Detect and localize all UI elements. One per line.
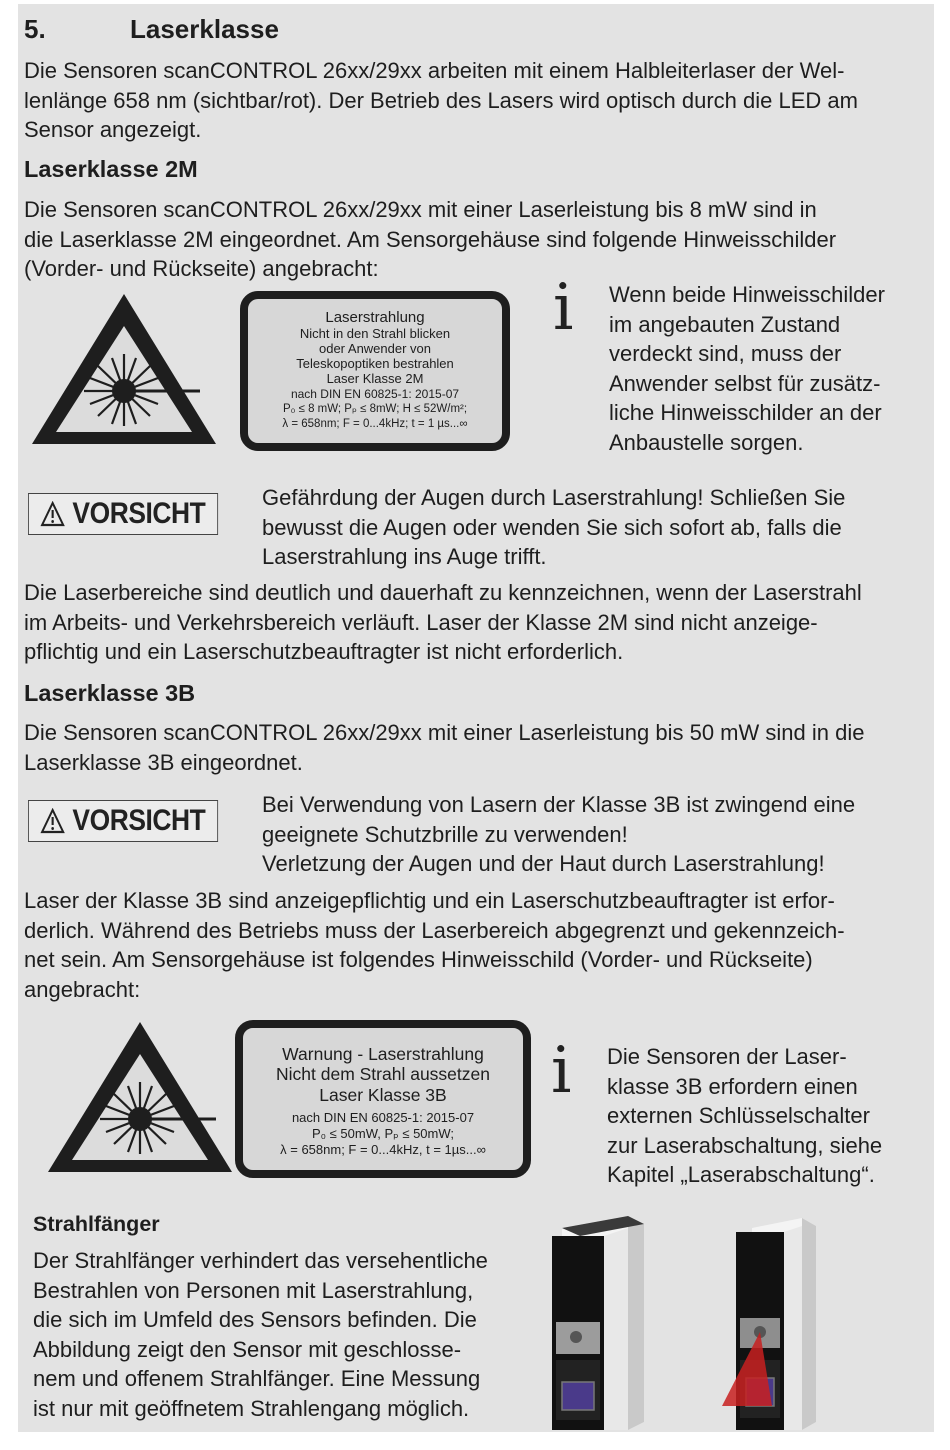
info-note-3b: Die Sensoren der Laser- klasse 3B erfordern einen externen Schlüsselschalter zur Laserabschaltung, siehe Kapitel „Laserabschaltung“. — [607, 1044, 883, 1187]
intro-paragraph: Die Sensoren scanCONTROL 26xx/29xx arbeiten mit einem Halbleiterlaser der Wel- lenlänge 658 nm (sichtbar/rot). Der Betrieb des Lasers wird optisch durch die LED am Sensor angezeigt. — [24, 58, 858, 142]
caution-label: VORSICHT — [72, 804, 206, 837]
section-title: Laserklasse — [130, 14, 279, 44]
label-3b-line: Warnung - Laserstrahlung — [282, 1044, 484, 1064]
sensor-open-beam-catcher-image — [718, 1210, 828, 1432]
label-2m-line: Nicht in den Strahl blicken — [299, 326, 451, 341]
section-number: 5. — [24, 14, 46, 44]
label-3b-line: λ = 658nm; F = 0...4kHz, t = 1µs...∞ — [280, 1142, 486, 1157]
heading-strahlfaenger: Strahlfänger — [33, 1212, 160, 1236]
label-2m-line: nach DIN EN 60825-1: 2015-07 — [290, 387, 460, 401]
label-3b-line: nach DIN EN 60825-1: 2015-07 — [291, 1110, 475, 1125]
label-2m-line: Teleskopoptiken bestrahlen — [296, 356, 454, 371]
label-2m-line: λ = 658nm; F = 0...4kHz; t = 1 µs...∞ — [282, 418, 468, 430]
class3b-paragraph: Die Sensoren scanCONTROL 26xx/29xx mit einer Laserleistung bis 50 mW sind in die Laserklasse 3B eingeordnet. — [24, 720, 865, 775]
label-2m-line: P₀ ≤ 8 mW; Pₚ ≤ 8mW; H ≤ 52W/m²; — [282, 403, 468, 415]
class2m-paragraph: Die Sensoren scanCONTROL 26xx/29xx mit einer Laserleistung bis 8 mW sind in die Laserklasse 2M eingeordnet. Am Sensorgehäuse sind folgende Hinweisschilder (Vorder- und Rückseite) angebracht: — [24, 197, 837, 281]
laser-label-2m — [240, 291, 510, 451]
heading-laserklasse-3b: Laserklasse 3B — [24, 680, 196, 706]
caution-badge — [28, 493, 244, 535]
class3b-after-paragraph: Laser der Klasse 3B sind anzeigepflichtig und ein Laserschutzbeauftragter ist erfor- derlich. Während des Betriebs muss der Laserbereich abgegrenzt und gekennzeich- net sein. Am Sensorgehäuse ist folgendes Hinweisschild (Vorder- und Rückseite) angebracht: — [24, 888, 845, 1002]
heading-laserklasse-2m: Laserklasse 2M — [24, 156, 198, 182]
sensor-closed-beam-catcher-image — [546, 1210, 656, 1432]
label-3b-line: Laser Klasse 3B — [319, 1085, 447, 1105]
info-note-2m: Wenn beide Hinweisschilder im angebauten Zustand verdeckt sind, muss der Anwender selbst für zusätz- liche Hinweisschilder an der Anbaustelle sorgen. — [609, 282, 885, 455]
label-2m-line: Laser Klasse 2M — [326, 371, 424, 386]
label-3b-line: Nicht dem Strahl aussetzen — [276, 1064, 490, 1084]
class2m-after-paragraph: Die Laserbereiche sind deutlich und dauerhaft zu kennzeichnen, wenn der Laserstrahl im Arbeits- und Verkehrsbereich verläuft. Laser der Klasse 2M sind nicht anzeige- pflichtig und ein Laserschutzbeauftragter ist nicht erforderlich. — [24, 580, 862, 664]
caution-text-3b: Bei Verwendung von Lasern der Klasse 3B ist zwingend eine geeignete Schutzbrille zu verwenden! Verletzung der Augen und der Haut durch Laserstrahlung! — [262, 792, 856, 876]
label-2m-line: Laserstrahlung — [325, 309, 425, 326]
page — [18, 4, 934, 1432]
laser-warning-triangle-icon — [40, 1014, 240, 1184]
warning-triangle-icon — [41, 808, 66, 834]
caution-badge — [28, 800, 244, 842]
warning-triangle-icon — [41, 501, 66, 527]
strahlfaenger-paragraph: Der Strahlfänger verhindert das versehentliche Bestrahlen von Personen mit Laserstrahlung, die sich im Umfeld des Sensors befinden. Die Abbildung zeigt den Sensor mit geschlosse- nem und offenem Strahlfänger. Eine Messung ist nur mit geöffnetem Strahlengang möglich. — [33, 1248, 488, 1421]
caution-text-2m: Gefährdung der Augen durch Laserstrahlung! Schließen Sie bewusst die Augen oder wenden Sie sich sofort ab, falls die Laserstrahlung ins Auge trifft. — [262, 485, 846, 569]
caution-label: VORSICHT — [72, 497, 206, 530]
label-3b-line: P₀ ≤ 50mW, Pₚ ≤ 50mW; — [311, 1126, 455, 1141]
info-icon: i — [551, 1034, 572, 1108]
label-2m-line: oder Anwender von — [318, 341, 432, 356]
info-icon: i — [553, 271, 574, 345]
laser-label-3b — [235, 1020, 531, 1178]
laser-warning-triangle-icon — [24, 286, 224, 456]
